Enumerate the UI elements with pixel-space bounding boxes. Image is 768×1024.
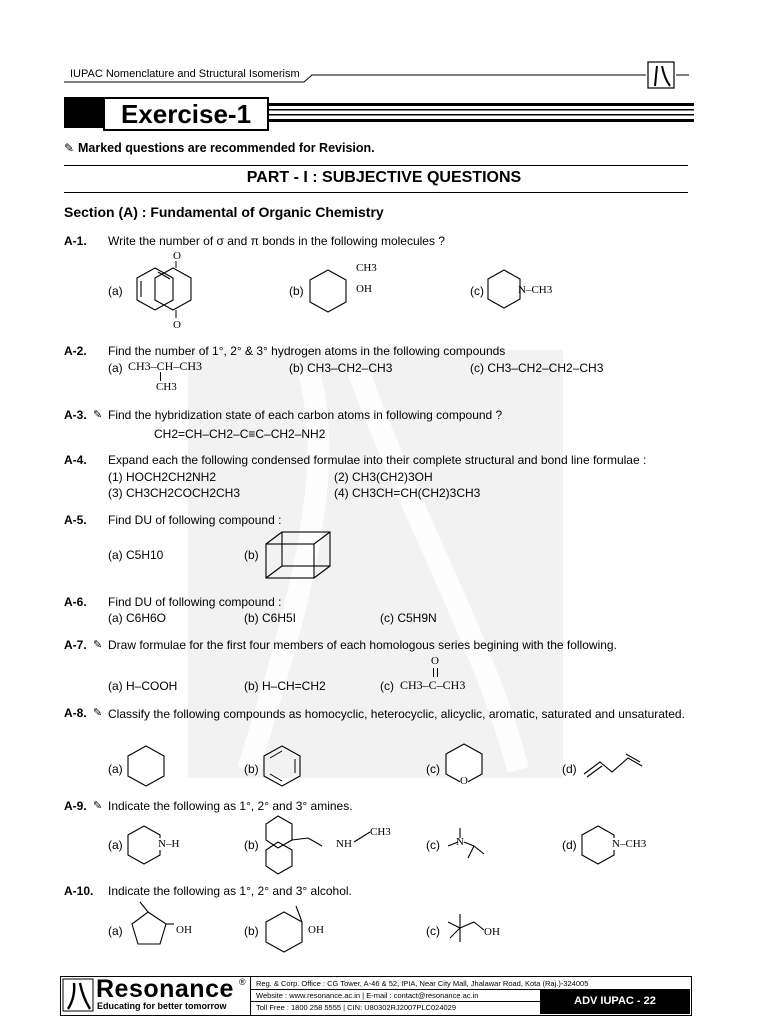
substituent-label: OH xyxy=(484,926,500,938)
substituent-label: CH3 xyxy=(370,826,391,838)
footer-divider xyxy=(250,976,251,1015)
question-number: A-2. xyxy=(64,344,87,358)
formula: CH3–C–CH3 xyxy=(400,678,466,692)
benzene-structure xyxy=(262,744,306,790)
substituent-label: OH xyxy=(176,924,192,936)
option-label: (b) xyxy=(244,548,259,562)
option-text: (1) HOCH2CH2NH2 xyxy=(108,470,217,484)
option-text: (c) CH3–CH2–CH2–CH3 xyxy=(470,361,604,375)
option-text: (a) C6H6O xyxy=(108,611,167,625)
option-text: (a) C5H10 xyxy=(108,548,164,562)
part-divider-top xyxy=(64,165,688,166)
question-text: Find DU of following compound : xyxy=(108,513,282,527)
section-title: Section (A) : Fundamental of Organic Chemistry xyxy=(64,204,384,220)
methylcyclopentanol-structure xyxy=(126,900,176,950)
option-label: (a) xyxy=(108,924,123,938)
substituent-label: NH xyxy=(336,838,352,850)
question-number: A-6. xyxy=(64,595,87,609)
revision-mark-icon: ✎ xyxy=(93,639,103,651)
question-text: Find the number of 1°, 2° & 3° hydrogen atoms in the following compounds xyxy=(108,344,506,358)
neopentyl-alcohol-structure xyxy=(444,912,488,946)
question-number: A-8. xyxy=(64,706,87,720)
substituent-label: N–CH3 xyxy=(612,838,647,850)
option-text: (4) CH3CH=CH(CH2)3CH3 xyxy=(334,486,481,500)
cubane-structure xyxy=(264,530,334,582)
bond-line xyxy=(160,372,161,381)
question-text: Indicate the following as 1°, 2° and 3° amines. xyxy=(108,799,353,813)
option-text: (b) H–CH=CH2 xyxy=(244,679,326,693)
atom-label: N xyxy=(456,836,464,848)
question-text: Find the hybridization state of each carbon atoms in following compound ? xyxy=(108,408,503,422)
option-label: (a) xyxy=(108,284,123,298)
naphthoquinone-structure xyxy=(125,248,205,333)
option-label: (c) xyxy=(380,679,394,693)
revision-note: Marked questions are recommended for Revision. xyxy=(78,141,375,155)
brand-name: Resonance xyxy=(96,975,234,1003)
question-number: A-7. xyxy=(64,638,87,652)
trimethylamine-isopropyl-structure xyxy=(444,826,488,862)
svg-text:O: O xyxy=(173,319,181,331)
formula: CH3 xyxy=(156,381,177,393)
question-number: A-1. xyxy=(64,234,87,248)
cyclohexane-structure xyxy=(126,744,170,790)
page-number: ADV IUPAC - 22 xyxy=(574,995,656,1007)
formula: CH2=CH–CH2–C≡C–CH2–NH2 xyxy=(154,427,326,441)
exercise-title: Exercise-1 xyxy=(103,97,269,131)
brand-tagline: Educating for better tomorrow xyxy=(97,1001,227,1011)
substituent-label: OH xyxy=(308,924,324,936)
option-label: (c) xyxy=(426,838,440,852)
option-label: (a) xyxy=(108,762,123,776)
question-number: A-3. xyxy=(64,408,87,422)
tollfree-cin: Toll Free : 1800 258 5555 | CIN: U80302RJ2007PLC024029 xyxy=(256,1003,456,1012)
svg-text:O: O xyxy=(173,250,181,262)
part-divider-bottom xyxy=(64,192,688,193)
substituent-label: N–CH3 xyxy=(518,284,553,296)
part-title: PART - I : SUBJECTIVE QUESTIONS xyxy=(246,169,522,186)
revision-mark-icon: ✎ xyxy=(93,409,103,421)
option-label: (a) xyxy=(108,838,123,852)
chapter-title: IUPAC Nomenclature and Structural Isomerism xyxy=(70,68,300,80)
option-text: (3) CH3CH2COCH2CH3 xyxy=(108,486,241,500)
option-label: (b) xyxy=(244,924,259,938)
option-label: (b) xyxy=(244,762,259,776)
option-label: (c) xyxy=(426,924,440,938)
atom-label: O xyxy=(460,775,468,787)
substituent-label: OH xyxy=(356,283,372,295)
office-address: Reg. & Corp. Office : CG Tower, A-46 & 52, IPIA, Near City Mall, Jhalawar Road, Kota (Raj.)-324005 xyxy=(256,979,589,988)
resonance-logo-icon xyxy=(63,979,95,1011)
revision-mark-icon: ✎ xyxy=(64,141,75,155)
option-label: (c) xyxy=(470,284,484,298)
question-number: A-10. xyxy=(64,884,94,898)
question-text: Find DU of following compound : xyxy=(108,595,282,609)
butadiene-structure xyxy=(582,752,644,778)
double-bond xyxy=(433,668,438,677)
question-text: Draw formulae for the first four members of each homologous series begining with the following. xyxy=(108,638,617,652)
option-text: (a) H–COOH xyxy=(108,679,178,693)
question-number: A-4. xyxy=(64,453,87,467)
substituent-label: N–H xyxy=(158,838,180,850)
methylcyclohexanol-structure xyxy=(264,900,314,956)
option-text: (2) CH3(CH2)3OH xyxy=(334,470,433,484)
revision-mark-icon: ✎ xyxy=(93,800,103,812)
registered-mark: ® xyxy=(239,977,246,987)
revision-mark-icon: ✎ xyxy=(93,707,103,719)
dibenzyl-amine-structure xyxy=(264,814,344,876)
question-number: A-9. xyxy=(64,799,87,813)
website-email: Website : www.resonance.ac.in | E-mail : contact@resonance.ac.in xyxy=(256,991,479,1000)
question-text: Write the number of σ and π bonds in the following molecules ? xyxy=(108,234,445,248)
option-text: (c) C5H9N xyxy=(380,611,437,625)
option-text: (b) CH3–CH2–CH3 xyxy=(289,361,393,375)
option-label: (d) xyxy=(562,838,577,852)
option-label: (c) xyxy=(426,762,440,776)
substituent-label: CH3 xyxy=(356,262,377,274)
question-text: Indicate the following as 1°, 2° and 3° alcohol. xyxy=(108,884,352,898)
option-label: (b) xyxy=(244,838,259,852)
option-text: (b) C6H5I xyxy=(244,611,297,625)
atom-label: O xyxy=(431,655,439,667)
methylcyclohexanol-structure xyxy=(308,268,358,318)
question-number: A-5. xyxy=(64,513,87,527)
option-label: (d) xyxy=(562,762,577,776)
formula: CH3–CH–CH3 xyxy=(128,359,203,373)
option-label: (b) xyxy=(289,284,304,298)
question-text: Classify the following compounds as homocyclic, heterocyclic, alicyclic, aromatic, saturated and unsaturated. xyxy=(108,707,685,721)
option-label: (a) xyxy=(108,361,123,375)
question-text: Expand each the following condensed formulae into their complete structural and bond line formulae : xyxy=(108,453,647,467)
